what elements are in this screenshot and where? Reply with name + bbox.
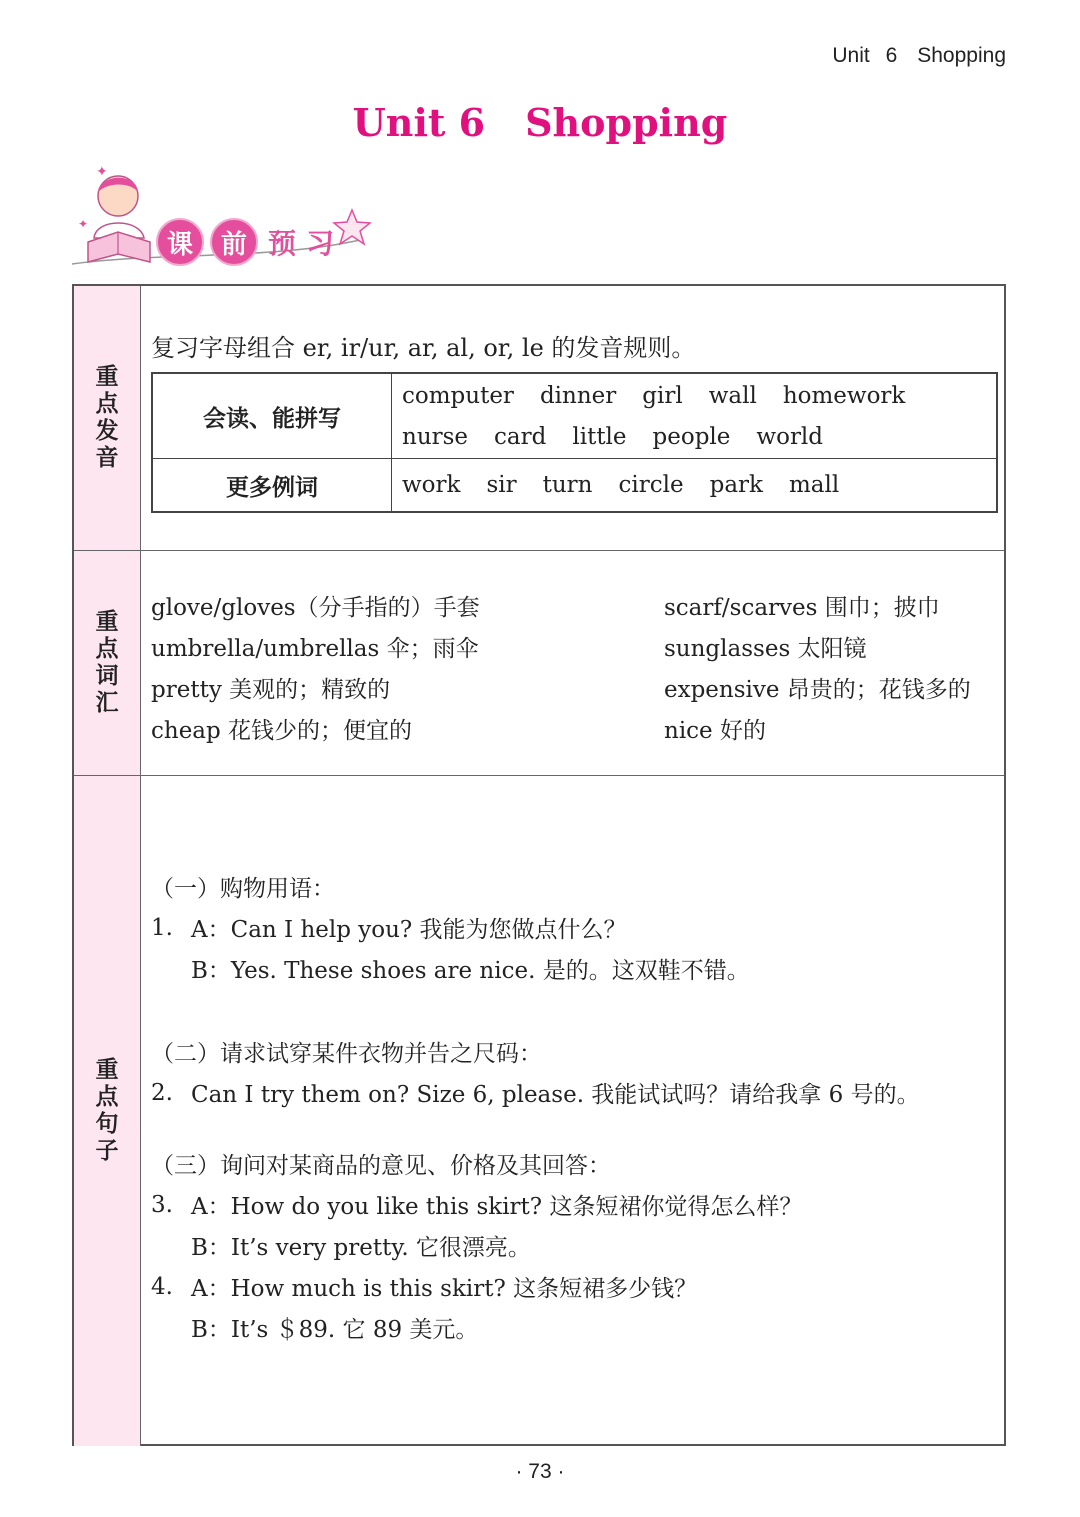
item-number: 1. <box>151 914 173 941</box>
banner-char-4: 习 <box>306 227 335 260</box>
list-item <box>151 708 1001 749</box>
pronunciation-intro: 复习字母组合 er, ir/ur, ar, al, or, le 的发音规则。 <box>151 334 696 362</box>
pronunciation-table <box>151 372 998 513</box>
svg-text:✦: ✦ <box>96 164 108 180</box>
header-topic: Shopping <box>917 44 1006 67</box>
word: work <box>402 472 461 498</box>
list-item <box>151 1184 1001 1225</box>
vocab-entry: sunglasses 太阳镜 <box>664 636 867 662</box>
sentence-text: A：Can I help you? 我能为您做点什么？ <box>191 917 627 943</box>
header-unit: Unit 6 <box>832 44 898 67</box>
word: little <box>572 423 627 450</box>
list-item <box>151 1072 1001 1113</box>
list-item <box>151 1225 1001 1266</box>
group-title: （三）询问对某商品的意见、价格及其回答： <box>151 1153 611 1179</box>
word: dinner <box>539 382 617 409</box>
word-cell <box>392 373 998 459</box>
running-header <box>832 44 1006 68</box>
list-item <box>151 626 1001 667</box>
list-item <box>151 1307 1001 1348</box>
group-title: （二）请求试穿某件衣物并告之尺码： <box>151 1041 542 1067</box>
row-label: 更多例词 <box>152 459 392 513</box>
list-item <box>151 585 1001 626</box>
sentence-text: B：It’s very pretty. 它很漂亮。 <box>191 1235 531 1261</box>
page-title <box>0 100 1080 145</box>
word: park <box>709 472 763 498</box>
vocab-entry: expensive 昂贵的；花钱多的 <box>664 677 971 703</box>
word-line <box>402 375 995 416</box>
word-line <box>402 465 995 506</box>
list-item <box>151 907 1001 948</box>
table-row <box>152 459 997 513</box>
vocab-entry: scarf/scarves 围巾；披巾 <box>664 595 940 621</box>
word-cell <box>392 459 998 513</box>
list-item <box>151 667 1001 708</box>
vocab-entry: pretty 美观的；精致的 <box>151 677 391 703</box>
word: wall <box>708 382 757 409</box>
table-row <box>152 373 997 459</box>
sentence-text: A：How much is this skirt? 这条短裙多少钱？ <box>191 1276 698 1302</box>
sentence-text: Can I try them on? Size 6, please. 我能试试吗？请给我拿 6 号的。 <box>191 1082 920 1108</box>
sentence-text: A：How do you like this skirt? 这条短裙你觉得怎么样？ <box>191 1194 803 1220</box>
word: computer <box>402 382 514 409</box>
sentences-section <box>74 776 1004 1446</box>
word: turn <box>542 472 593 498</box>
sentence-text: B：Yes. These shoes are nice. 是的。这双鞋不错。 <box>191 958 750 984</box>
preview-banner <box>70 160 380 275</box>
pronunciation-side-label: 重点发音 <box>74 286 141 550</box>
pronunciation-section <box>74 286 1004 551</box>
list-item <box>151 1266 1001 1307</box>
word: nurse <box>402 423 469 450</box>
banner-char-1: 课 <box>156 218 204 266</box>
word: circle <box>618 472 684 498</box>
banner-char-3: 预 <box>268 227 297 260</box>
sentence-list <box>151 866 1001 1348</box>
vocabulary-section <box>74 551 1004 776</box>
word: girl <box>642 382 683 409</box>
item-number: 4. <box>151 1273 173 1300</box>
vocab-entry: cheap 花钱少的；便宜的 <box>151 718 413 744</box>
word: mall <box>788 472 840 498</box>
word-line <box>402 416 995 457</box>
word: card <box>494 423 547 450</box>
sentence-text: B：It’s ＄89. 它 89 美元。 <box>191 1317 479 1343</box>
word: world <box>756 423 824 450</box>
sentences-side-label: 重点句子 <box>74 776 141 1446</box>
title-topic: Shopping <box>525 100 728 145</box>
vocab-entry: glove/gloves（分手指的）手套 <box>151 595 480 621</box>
banner-char-2: 前 <box>210 218 258 266</box>
vocabulary-list <box>151 585 1001 749</box>
word: sir <box>486 472 517 498</box>
vocab-entry: umbrella/umbrellas 伞；雨伞 <box>151 636 479 662</box>
svg-text:✦: ✦ <box>78 217 89 231</box>
row-label: 会读、能拼写 <box>152 373 392 459</box>
item-number: 3. <box>151 1191 173 1218</box>
item-number: 2. <box>151 1079 173 1106</box>
banner-label <box>156 218 334 266</box>
word: homework <box>782 382 906 409</box>
group-title: （一）购物用语： <box>151 876 335 902</box>
title-unit: Unit 6 <box>352 100 486 145</box>
study-table <box>72 284 1006 1446</box>
list-item <box>151 948 1001 989</box>
page-number: · 73 · <box>515 1460 565 1483</box>
vocab-entry: nice 好的 <box>664 718 766 744</box>
word: people <box>652 423 731 450</box>
vocabulary-side-label: 重点词汇 <box>74 551 141 775</box>
